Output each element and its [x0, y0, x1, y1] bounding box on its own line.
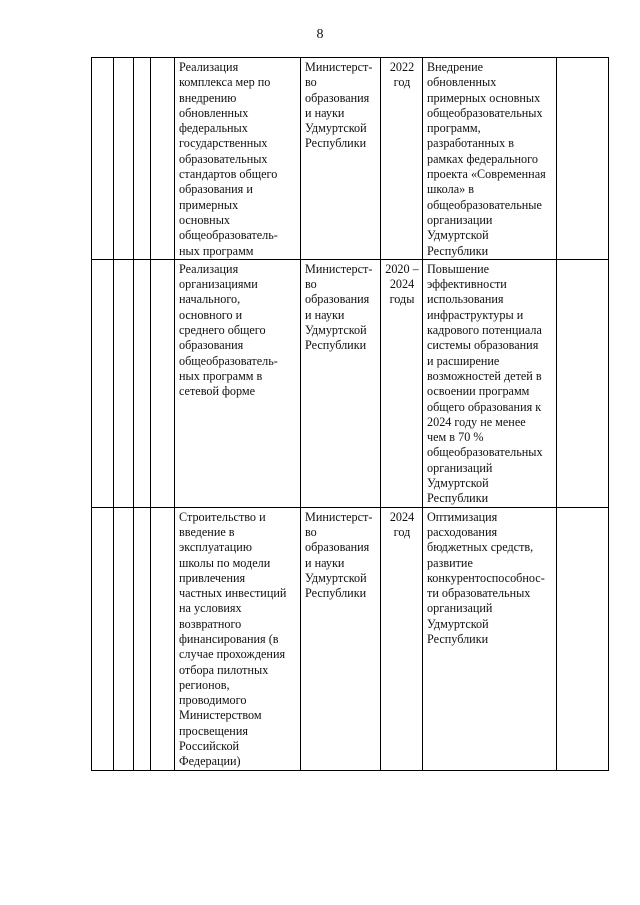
- activity-table: [91, 57, 609, 771]
- executor-cell: [301, 259, 381, 507]
- result-cell: [423, 58, 557, 260]
- activity-text: Реализация комплекса мер по внедрению обновленных федеральных государственных образовательных стандартов общего образования и примерных основных общеобразователь- ных программ: [179, 60, 278, 258]
- activity-cell: [175, 507, 301, 770]
- page-number: 8: [316, 27, 324, 42]
- empty-cell: [557, 259, 609, 507]
- empty-cell: [134, 259, 151, 507]
- empty-cell: [151, 507, 175, 770]
- table-row: [92, 58, 609, 260]
- period-text: 2020 – 2024 годы: [385, 261, 419, 307]
- empty-cell: [134, 507, 151, 770]
- activity-text: Реализация организациями начального, основного и среднего общего образования общеобразователь- ных программ в сетевой форме: [179, 261, 278, 399]
- executor-text: Министерст- во образования и науки Удмуртской Республики: [305, 261, 373, 353]
- executor-cell: [301, 58, 381, 260]
- table-row: [92, 507, 609, 770]
- activity-cell: [175, 259, 301, 507]
- period-cell: [381, 507, 423, 770]
- period-cell: [381, 259, 423, 507]
- empty-cell: [151, 259, 175, 507]
- period-text: 2022 год: [389, 60, 415, 90]
- table-row: [92, 259, 609, 507]
- empty-cell: [134, 58, 151, 260]
- result-cell: [423, 507, 557, 770]
- result-cell: [423, 259, 557, 507]
- result-text: Повышение эффективности использования инфраструктуры и кадрового потенциала системы образования и расширение возможностей детей в освоении программ общего образования к 2024 году не менее чем в 70 % общеобразовательных организаций Удмуртской Республики: [427, 261, 543, 506]
- empty-cell: [114, 58, 134, 260]
- result-text: Оптимизация расходования бюджетных средств, развитие конкурентоспособнос- ти образовательных организаций Удмуртской Республики: [427, 509, 545, 646]
- empty-cell: [557, 507, 609, 770]
- activity-cell: [175, 58, 301, 260]
- executor-text: Министерст- во образования и науки Удмуртской Республики: [305, 60, 373, 151]
- empty-cell: [114, 507, 134, 770]
- empty-cell: [114, 259, 134, 507]
- empty-cell: [557, 58, 609, 260]
- empty-cell: [92, 58, 114, 260]
- executor-cell: [301, 507, 381, 770]
- empty-cell: [92, 259, 114, 507]
- executor-text: Министерст- во образования и науки Удмуртской Республики: [305, 509, 373, 601]
- empty-cell: [151, 58, 175, 260]
- result-text: Внедрение обновленных примерных основных общеобразовательных программ, разработанных в рамках федерального проекта «Современная школа» в общеобразовательные организации Удмуртской Республики: [427, 60, 546, 258]
- period-cell: [381, 58, 423, 260]
- period-text: 2024 год: [389, 509, 415, 539]
- activity-text: Строительство и введение в эксплуатацию школы по модели привлечения частных инвестиций на условиях возвратного финансирования (в случае прохождения отбора пилотных регионов, проводимого Министерством просвещения Российской Федерации): [179, 509, 287, 769]
- empty-cell: [92, 507, 114, 770]
